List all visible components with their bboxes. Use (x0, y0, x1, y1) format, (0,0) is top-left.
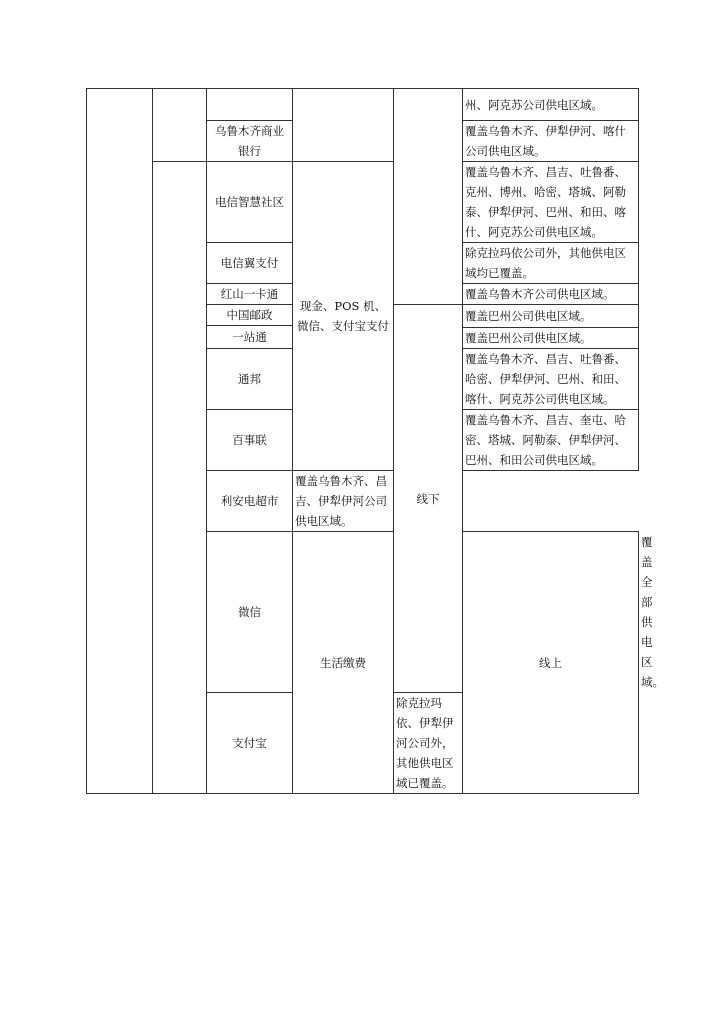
channel-cell: 电信翼支付 (207, 243, 293, 284)
empty-cell-col2-top (153, 89, 207, 162)
coverage-cell: 覆盖乌鲁木齐、昌吉、奎屯、哈密、塔城、阿勒泰、伊犁伊河、巴州、和田公司供电区域。 (463, 410, 639, 471)
channel-cell: 乌鲁木齐商业银行 (207, 121, 293, 162)
coverage-cell: 州、阿克苏公司供电区域。 (463, 89, 639, 121)
channel-cell: 百事联 (207, 410, 293, 471)
channel-cell: 红山一卡通 (207, 284, 293, 305)
payment-methods-cell: 现金、POS 机、微信、支付宝支付 (293, 162, 394, 471)
channel-cell: 电信智慧社区 (207, 162, 293, 243)
table-row (87, 89, 639, 121)
empty-cell-col2-bottom (153, 162, 207, 794)
coverage-cell: 覆盖乌鲁木齐公司供电区域。 (463, 284, 639, 305)
life-payment-cell: 生活缴费 (293, 532, 394, 794)
channel-cell: 中国邮政 (207, 305, 293, 326)
coverage-cell: 覆盖乌鲁木齐、伊犁伊河、喀什公司供电区域。 (463, 121, 639, 162)
coverage-cell: 覆盖巴州公司供电区域。 (463, 328, 639, 349)
empty-cell-col5-top (394, 89, 463, 305)
payment-channel-table (86, 88, 664, 794)
table-row (87, 162, 639, 243)
channel-cell: 微信 (207, 532, 293, 693)
channel-cell: 通邦 (207, 349, 293, 410)
coverage-cell: 覆盖乌鲁木齐、昌吉、伊犁伊河公司供电区域。 (293, 471, 394, 532)
empty-cell-col1 (87, 89, 153, 794)
empty-cell-col4-top (293, 89, 394, 162)
table-row: 微信 生活缴费 线上 覆盖全部供电区域。 (87, 532, 639, 693)
coverage-cell: 覆盖巴州公司供电区域。 (463, 305, 639, 328)
coverage-cell: 除克拉玛依、伊犁伊河公司外，其他供电区域已覆盖。 (394, 693, 463, 794)
channel-cell: 支付宝 (207, 693, 293, 794)
coverage-cell: 覆盖乌鲁木齐、昌吉、吐鲁番、哈密、伊犁伊河、巴州、和田、喀什、阿克苏公司供电区域。 (463, 349, 639, 410)
channel-cell: 一站通 (207, 326, 293, 349)
channel-cell (207, 89, 293, 121)
coverage-cell: 覆盖乌鲁木齐、昌吉、吐鲁番、克州、博州、哈密、塔城、阿勒泰、伊犁伊河、巴州、和田、喀什、阿克苏公司供电区域。 (463, 162, 639, 243)
coverage-cell: 除克拉玛依公司外，其他供电区域均已覆盖。 (463, 243, 639, 284)
offline-cell: 线下 (394, 305, 463, 693)
channel-cell: 利安电超市 (207, 471, 293, 532)
online-cell: 线上 (463, 532, 639, 794)
